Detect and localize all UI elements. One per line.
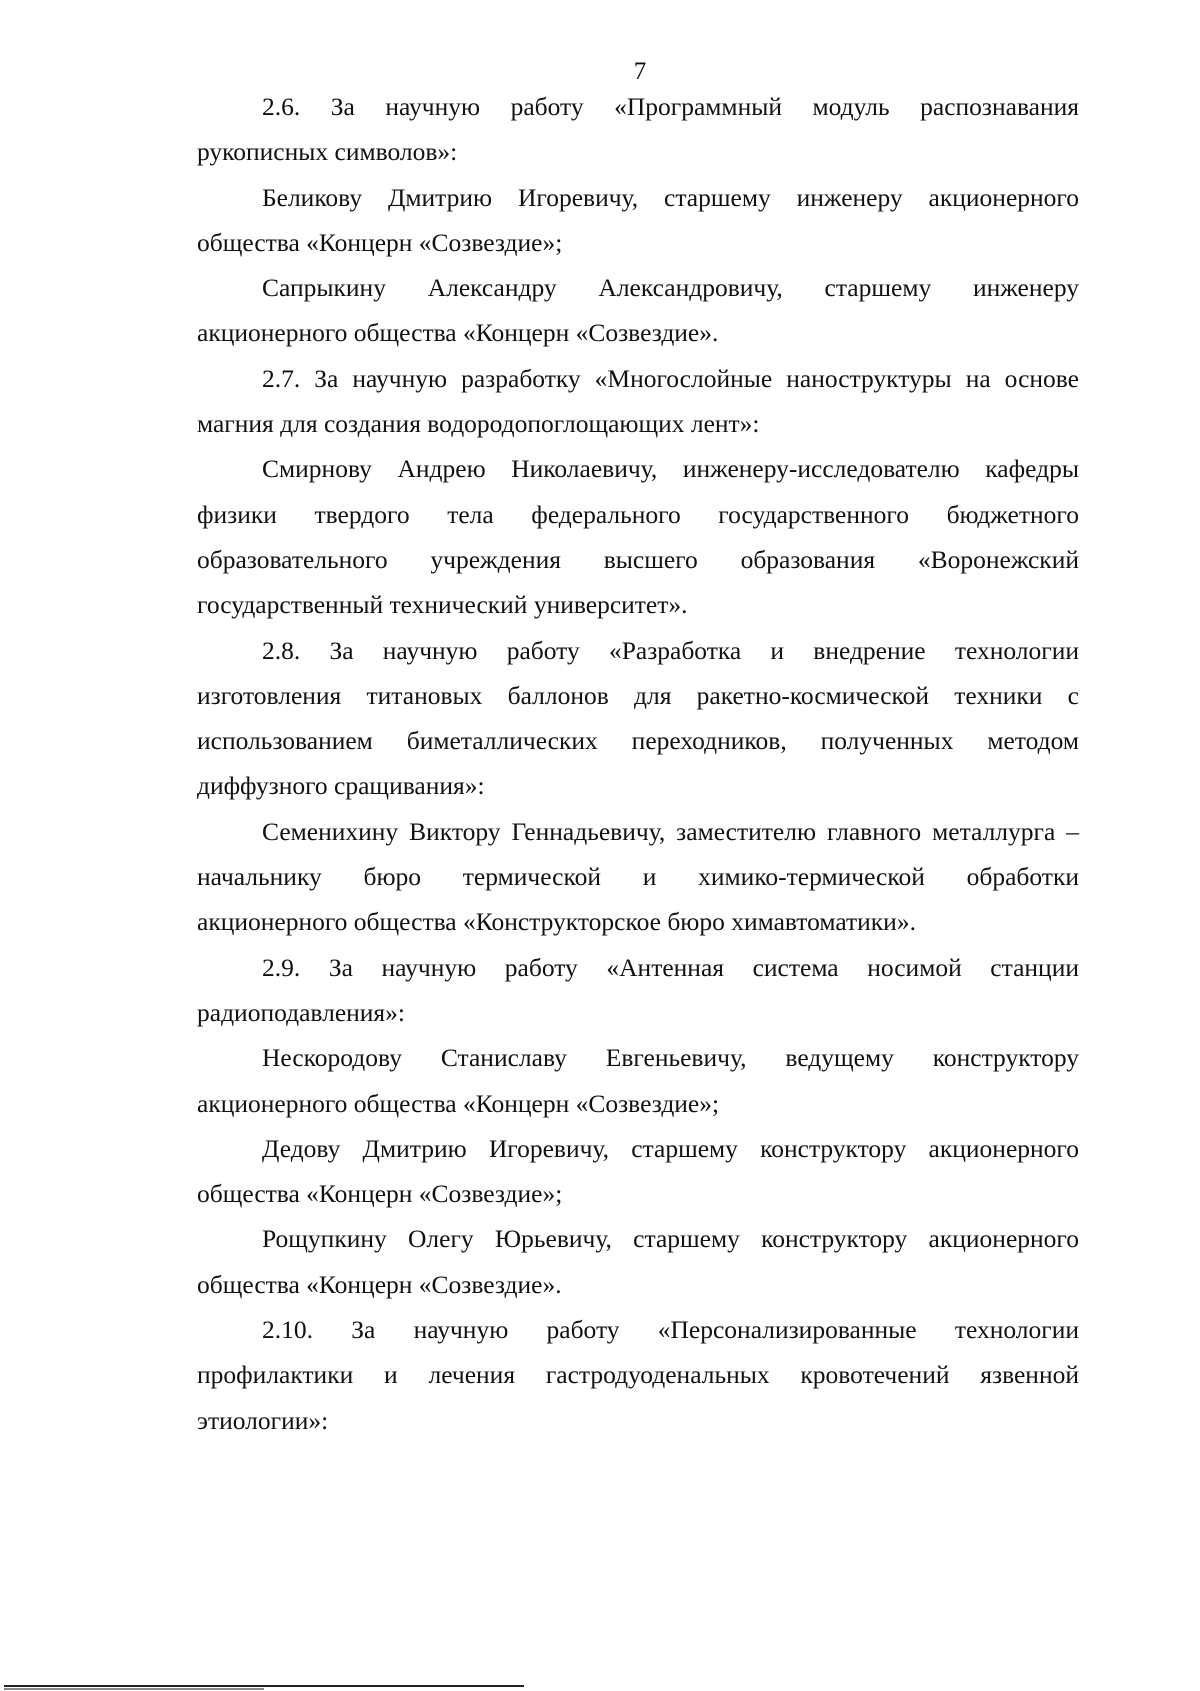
text-line: образовательного учреждения высшего образования «Воронежский — [197, 544, 1079, 574]
text-line: Сапрыкину Александру Александровичу, старшему инженеру — [262, 273, 1079, 303]
text-line: акционерного общества «Концерн «Созвездие»; — [197, 1088, 720, 1118]
text-line: профилактики и лечения гастродуоденальных кровотечений язвенной — [197, 1360, 1079, 1390]
paragraph — [197, 628, 1079, 809]
paragraph — [197, 446, 1079, 627]
paragraph — [197, 356, 1079, 447]
scan-artifact-line — [4, 1688, 264, 1690]
text-line: радиоподавления»: — [197, 997, 405, 1027]
paragraph — [197, 1126, 1079, 1217]
text-line: 2.6. За научную работу «Программный модуль распознавания — [262, 92, 1079, 121]
text-line: общества «Концерн «Созвездие»; — [197, 1179, 563, 1209]
page-number: 7 — [633, 58, 647, 85]
text-line: рукописных символов»: — [197, 137, 458, 167]
text-line: использованием биметаллических переходников, полученных методом — [197, 726, 1079, 756]
text-line: Рощупкину Олегу Юрьевичу, старшему конструктору акционерного — [262, 1224, 1079, 1254]
text-line: 2.10. За научную работу «Персонализированные технологии — [262, 1315, 1079, 1345]
paragraph — [197, 809, 1079, 945]
text-line: акционерного общества «Конструкторское бюро химавтоматики». — [197, 907, 916, 937]
paragraph — [197, 1307, 1079, 1443]
document-body — [197, 84, 1079, 1443]
paragraph — [197, 84, 1079, 175]
text-line: Нескородову Станиславу Евгеньевичу, ведущему конструктору — [262, 1043, 1079, 1073]
text-line: общества «Концерн «Созвездие». — [197, 1269, 562, 1299]
text-line: Беликову Дмитрию Игоревичу, старшему инженеру акционерного — [262, 182, 1079, 212]
text-line: 2.9. За научную работу «Антенная система носимой станции — [262, 952, 1079, 982]
paragraph — [197, 1035, 1079, 1126]
scan-artifact-line — [4, 1685, 524, 1687]
text-line: акционерного общества «Концерн «Созвездие». — [197, 318, 719, 348]
text-line: начальнику бюро термической и химико-термической обработки — [197, 862, 1079, 892]
text-line: физики твердого тела федерального государственного бюджетного — [197, 499, 1079, 529]
text-line: изготовления титановых баллонов для ракетно-космической техники с — [197, 680, 1079, 710]
text-line: Семенихину Виктору Геннадьевичу, заместителю главного металлурга – — [262, 816, 1079, 846]
paragraph — [197, 175, 1079, 266]
text-line: общества «Концерн «Созвездие»; — [197, 227, 563, 257]
paragraph — [197, 945, 1079, 1036]
text-line: 2.7. За научную разработку «Многослойные наноструктуры на основе — [262, 363, 1079, 393]
paragraph — [197, 1216, 1079, 1307]
text-line: этиологии»: — [197, 1405, 329, 1435]
text-line: Дедову Дмитрию Игоревичу, старшему конструктору акционерного — [262, 1133, 1079, 1163]
text-line: диффузного сращивания»: — [197, 771, 485, 801]
paragraph — [197, 265, 1079, 356]
text-line: магния для создания водородопоглощающих лент»: — [197, 409, 760, 439]
text-line: государственный технический университет». — [197, 590, 688, 620]
text-line: 2.8. За научную работу «Разработка и внедрение технологии — [262, 635, 1079, 665]
text-line: Смирнову Андрею Николаевичу, инженеру-исследователю кафедры — [262, 454, 1079, 484]
